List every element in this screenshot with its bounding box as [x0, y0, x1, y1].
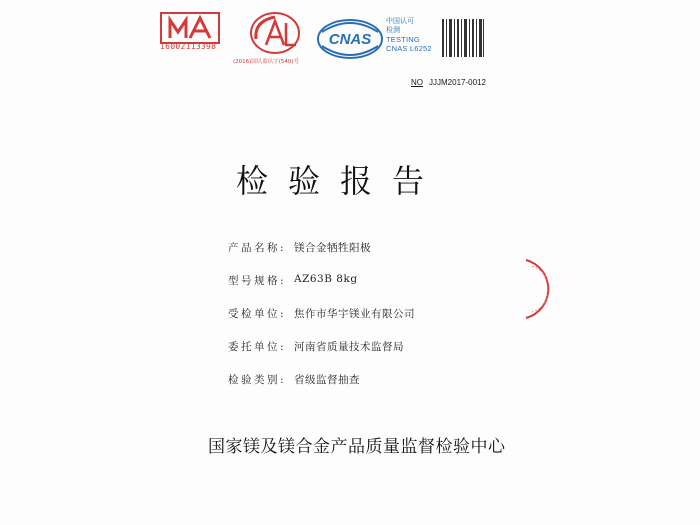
field-label: 受检单位: — [228, 308, 287, 320]
page-title: 检验报告 — [236, 162, 445, 200]
cma-logo — [160, 10, 222, 60]
cal-caption: (2016)国认监认字(540)号 — [233, 59, 300, 65]
field-value: 河南省质量技术监督局 — [294, 341, 404, 353]
field-value: 镁合金牺牲阳极 — [294, 242, 371, 254]
report-number-value: JJJM2017-0012 — [429, 78, 486, 87]
cnas-logo-text: CNAS — [328, 31, 372, 48]
field-label: 产品名称: — [228, 242, 287, 254]
partial-seal-stamp — [522, 258, 552, 320]
cnas-caption — [386, 17, 432, 53]
field-label: 型号规格: — [228, 275, 287, 287]
field-value: AZ63B 8kg — [294, 273, 358, 285]
cal-logo — [248, 9, 302, 57]
cnas-line-1: 中国认可 — [386, 17, 414, 25]
field-value: 省级监督抽查 — [294, 374, 360, 386]
cnas-line-3: TESTING — [386, 35, 420, 44]
cnas-line-4: CNAS L6252 — [386, 44, 432, 53]
cma-number: 16002113398 — [160, 42, 217, 51]
cnas-line-2: 检测 — [386, 26, 400, 34]
field-value: 焦作市华宇镁业有限公司 — [294, 308, 415, 320]
field-label: 检验类别: — [228, 374, 287, 386]
field-label: 委托单位: — [228, 341, 287, 353]
issuing-institute: 国家镁及镁合金产品质量监督检验中心 — [208, 437, 506, 457]
cnas-logo — [316, 18, 384, 60]
report-number — [411, 78, 486, 87]
report-number-label: NO — [411, 78, 423, 87]
qr-code — [440, 17, 486, 59]
